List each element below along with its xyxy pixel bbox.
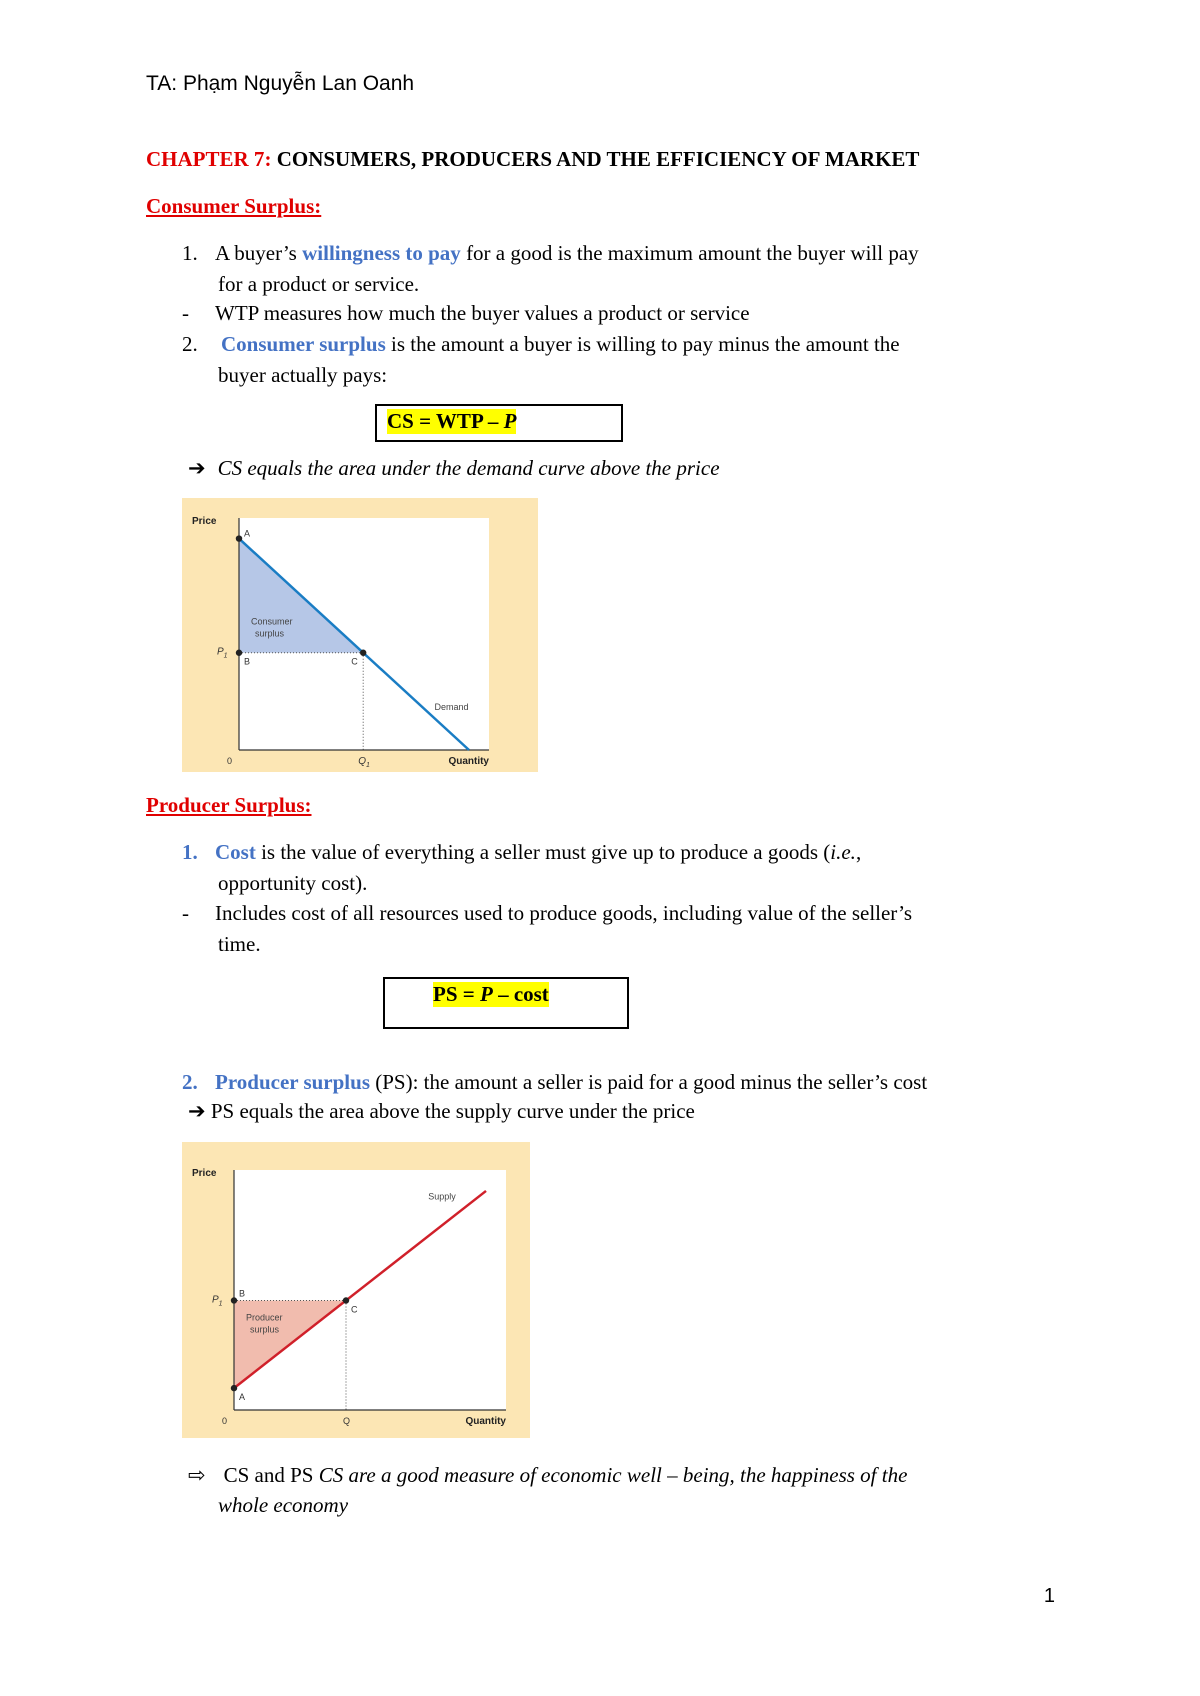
ps-formula-box bbox=[383, 977, 629, 1029]
x-axis-label: Quantity bbox=[448, 756, 489, 767]
producer-item-1-line2: opportunity cost). bbox=[218, 871, 368, 895]
cs-chart-svg bbox=[182, 498, 538, 772]
quantity-tick-label: Q bbox=[343, 1416, 351, 1426]
chapter-colon: : bbox=[264, 147, 272, 171]
list-number: 2. bbox=[182, 332, 198, 356]
chapter-title bbox=[146, 147, 919, 172]
point-c bbox=[360, 650, 366, 656]
item-text: is the amount a buyer is willing to pay minus the amount the bbox=[385, 332, 900, 356]
point-a-label: A bbox=[244, 528, 251, 539]
price-tick-label: $P_1$ bbox=[217, 646, 228, 660]
y-axis-label: Price bbox=[192, 1168, 217, 1179]
chapter-name: CONSUMERS, PRODUCERS AND THE EFFICIENCY OF MARKET bbox=[271, 147, 920, 171]
consumer-item-2-line2: buyer actually pays: bbox=[218, 363, 388, 387]
page-number: 1 bbox=[1043, 1585, 1055, 1607]
consumer-item-1-line2: for a product or service. bbox=[218, 272, 420, 296]
arrow-icon: ➔ bbox=[188, 1099, 206, 1123]
cs-formula-box bbox=[375, 404, 623, 442]
surplus-label-line2: surplus bbox=[255, 628, 285, 639]
ps-area-note: ➔ PS equals the area above the supply curve under the price bbox=[188, 1099, 695, 1123]
point-b-label: B bbox=[239, 1288, 246, 1299]
chapter-label: CHAPTER 7 bbox=[146, 147, 265, 171]
consumer-surplus-heading: Consumer Surplus: bbox=[146, 194, 322, 218]
list-number: 1. bbox=[182, 241, 198, 265]
list-number: 1. bbox=[182, 840, 198, 864]
producer-surplus-heading: Producer Surplus: bbox=[146, 793, 312, 817]
document-header: TA: Phạm Nguyễn Lan Oanh bbox=[146, 72, 415, 95]
consumer-item-2 bbox=[182, 329, 1062, 360]
term-cost: Cost bbox=[215, 840, 256, 864]
series-name-label: Supply bbox=[428, 1191, 456, 1202]
list-dash: - bbox=[182, 901, 189, 925]
list-number: 2. bbox=[182, 1070, 198, 1094]
ps-chart-svg bbox=[182, 1142, 530, 1438]
producer-dash-item bbox=[182, 898, 1082, 929]
producer-item-1 bbox=[182, 837, 1082, 868]
item-text: is the value of everything a seller must give up to produce a goods ( bbox=[255, 840, 831, 864]
term-producer-surplus: Producer surplus bbox=[215, 1070, 370, 1094]
list-dash: - bbox=[182, 301, 189, 325]
conclusion-italic: CS are a good measure of economic well – being, the happiness of the bbox=[318, 1463, 908, 1487]
conclusion-line2: whole economy bbox=[218, 1493, 349, 1517]
term-willingness-to-pay: willingness to pay bbox=[302, 241, 461, 265]
item-text-ie: i.e. bbox=[830, 840, 856, 864]
point-a-label: A bbox=[239, 1392, 246, 1403]
surplus-label-line1: Producer bbox=[246, 1312, 283, 1323]
producer-item-2 bbox=[182, 1067, 1082, 1098]
point-b-label: B bbox=[244, 656, 251, 667]
origin-label: 0 bbox=[227, 756, 233, 766]
price-tick-label: $P_1$ bbox=[212, 1294, 223, 1308]
item-text: Includes cost of all resources used to produce goods, including value of the seller’s bbox=[215, 901, 913, 925]
conclusion bbox=[188, 1460, 1068, 1491]
series-name-label: Demand bbox=[434, 701, 469, 712]
conclusion-plain: CS and PS bbox=[223, 1463, 319, 1487]
cs-formula: CS = WTP – P bbox=[387, 409, 517, 433]
item-text: , bbox=[855, 840, 862, 864]
term-consumer-surplus: Consumer surplus bbox=[221, 332, 386, 356]
producer-dash-item-line2: time. bbox=[218, 932, 261, 956]
y-axis-label: Price bbox=[192, 516, 217, 527]
x-axis-label: Quantity bbox=[465, 1416, 506, 1427]
arrow-icon: ➔ bbox=[188, 456, 206, 480]
point-a bbox=[231, 1385, 237, 1391]
surplus-label-line1: Consumer bbox=[251, 616, 293, 627]
point-b bbox=[236, 650, 242, 656]
producer-surplus-chart bbox=[182, 1142, 530, 1438]
item-text: for a good is the maximum amount the buyer will pay bbox=[460, 241, 919, 265]
origin-label: 0 bbox=[222, 1416, 228, 1426]
cs-area-note: ➔ CS equals the area under the demand curve above the price bbox=[188, 456, 720, 480]
point-c-label: C bbox=[351, 656, 358, 667]
item-text: (PS): the amount a seller is paid for a good minus the seller’s cost bbox=[370, 1070, 928, 1094]
point-a bbox=[236, 535, 242, 541]
point-c bbox=[343, 1297, 349, 1303]
consumer-surplus-chart bbox=[182, 498, 538, 772]
item-text: WTP measures how much the buyer values a product or service bbox=[215, 301, 750, 325]
ps-formula: PS = P – cost bbox=[433, 982, 549, 1006]
surplus-label-line2: surplus bbox=[250, 1324, 280, 1335]
item-text: A buyer’s bbox=[215, 241, 303, 265]
point-c-label: C bbox=[351, 1304, 358, 1315]
quantity-tick-label: $Q_1$ bbox=[358, 756, 370, 769]
consumer-dash-item bbox=[182, 298, 750, 329]
double-arrow-icon: ⇨ bbox=[188, 1463, 206, 1487]
point-b bbox=[231, 1297, 237, 1303]
consumer-item-1 bbox=[182, 238, 1062, 269]
